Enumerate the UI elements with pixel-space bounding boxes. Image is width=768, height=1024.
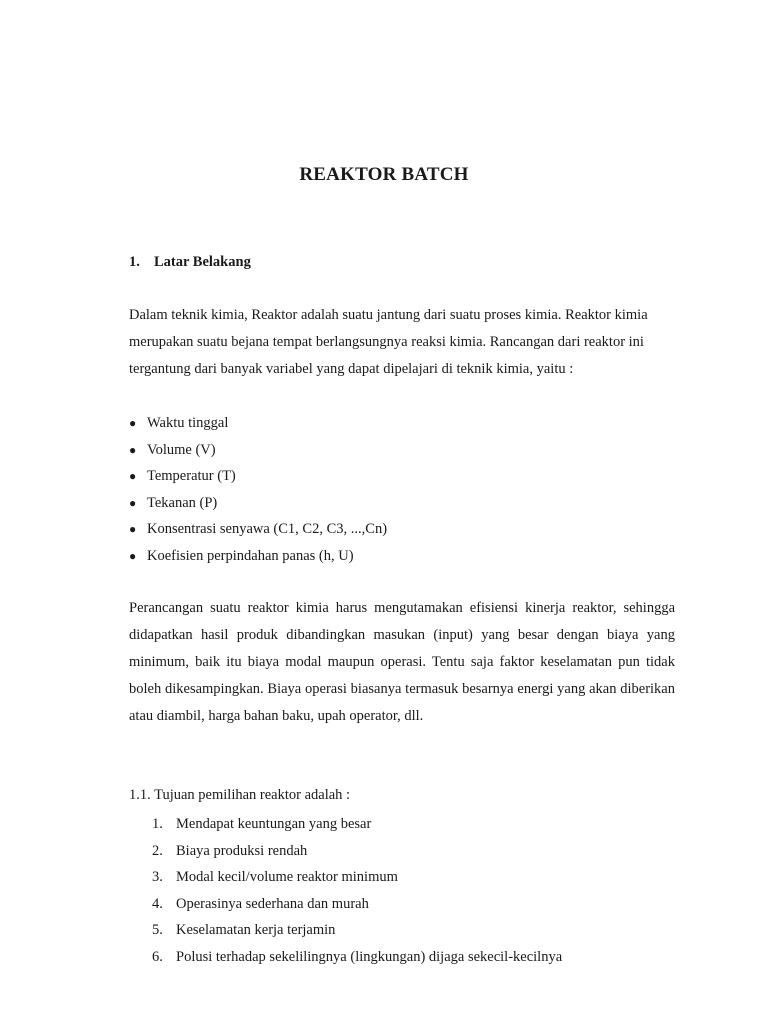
list-item bbox=[129, 463, 387, 490]
goals-list bbox=[152, 811, 562, 971]
list-item-text: Konsentrasi senyawa (C1, C2, C3, ...,Cn) bbox=[147, 521, 388, 538]
list-number: 3. bbox=[152, 869, 163, 886]
subsection-heading: 1.1. Tujuan pemilihan reaktor adalah : bbox=[129, 787, 351, 803]
list-item-text: Tekanan (P) bbox=[147, 494, 218, 511]
bullet-icon: ● bbox=[129, 495, 137, 510]
intro-paragraph: Dalam teknik kimia, Reaktor adalah suatu jantung dari suatu proses kimia. Reaktor kimia merupakan suatu bejana tempat berlangsungnya reaksi kimia. Rancangan dari reaktor ini tergantung dari banyak variabel yang dapat dipelajari di teknik kimia, yaitu : bbox=[129, 307, 648, 377]
list-item-text: Keselamatan kerja terjamin bbox=[176, 922, 336, 939]
list-item-text: Waktu tinggal bbox=[147, 415, 229, 431]
variable-list bbox=[129, 410, 387, 570]
design-paragraph: Perancangan suatu reaktor kimia harus mengutamakan efisiensi kinerja reaktor, sehingga didapatkan hasil produk dibandingkan masukan (input) yang besar dengan biaya yang minimum, baik itu biaya modal maupun operasi. Tentu saja faktor keselamatan pun tidak boleh dikesampingkan. Biaya operasi biasanya termasuk besarnya energi yang akan diberikan atau diambil, harga bahan baku, upah operator, dll. bbox=[129, 600, 675, 724]
list-number: 4. bbox=[152, 895, 163, 912]
list-item bbox=[152, 917, 562, 944]
section-heading bbox=[129, 254, 251, 271]
list-item bbox=[129, 543, 387, 570]
bullet-icon: ● bbox=[129, 416, 137, 430]
list-item-text: Modal kecil/volume reaktor minimum bbox=[176, 869, 398, 886]
list-item-text: Koefisien perpindahan panas (h, U) bbox=[147, 547, 354, 564]
bullet-icon: ● bbox=[129, 469, 137, 484]
list-item-text: Operasinya sederhana dan murah bbox=[176, 895, 369, 912]
list-item bbox=[152, 838, 562, 865]
list-item bbox=[129, 490, 387, 517]
document-title: REAKTOR BATCH bbox=[299, 164, 469, 185]
list-number: 6. bbox=[152, 948, 163, 965]
list-item-text: Mendapat keuntungan yang besar bbox=[176, 816, 372, 832]
bullet-icon: ● bbox=[129, 548, 137, 563]
list-number: 2. bbox=[152, 842, 163, 859]
list-item bbox=[152, 811, 562, 838]
list-item bbox=[152, 944, 562, 971]
list-item bbox=[152, 864, 562, 891]
section-title: Latar Belakang bbox=[154, 254, 251, 270]
list-item-text: Biaya produksi rendah bbox=[176, 842, 308, 859]
list-item-text: Temperatur (T) bbox=[147, 468, 236, 485]
list-item-text: Polusi terhadap sekelilingnya (lingkungan) dijaga sekecil-kecilnya bbox=[176, 948, 563, 965]
list-item-text: Volume (V) bbox=[147, 441, 216, 458]
list-number: 1. bbox=[152, 816, 163, 832]
list-number: 5. bbox=[152, 922, 163, 939]
bullet-icon: ● bbox=[129, 522, 137, 537]
list-item bbox=[129, 516, 387, 543]
list-item bbox=[152, 891, 562, 918]
section-number: 1. bbox=[129, 254, 140, 270]
bullet-icon: ● bbox=[129, 442, 137, 457]
list-item bbox=[129, 410, 387, 437]
list-item bbox=[129, 437, 387, 464]
